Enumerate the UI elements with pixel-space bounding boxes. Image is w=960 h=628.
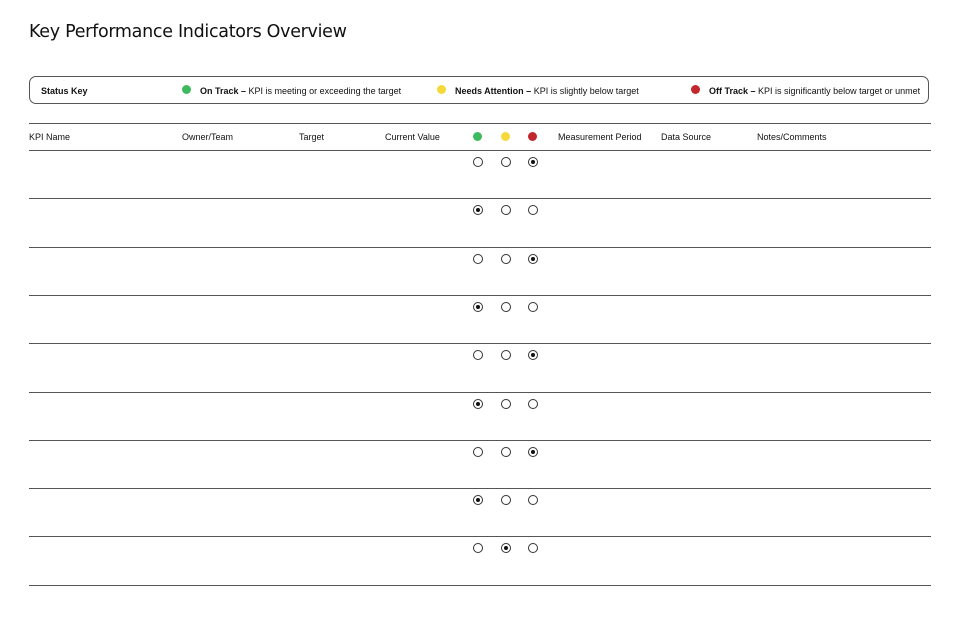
row-divider: [29, 440, 931, 441]
status-radio-on-track[interactable]: [473, 447, 483, 457]
header-owner-team: Owner/Team: [182, 132, 234, 142]
row-divider: [29, 536, 931, 537]
status-radio-needs-attention[interactable]: [501, 399, 511, 409]
status-key-box: [29, 76, 929, 104]
status-key-label: Status Key: [41, 86, 88, 96]
status-radio-off-track[interactable]: [528, 302, 538, 312]
needs-attention-desc: KPI is slightly below target: [533, 86, 639, 96]
status-radio-needs-attention[interactable]: [501, 302, 511, 312]
status-radio-off-track[interactable]: [528, 447, 538, 457]
page-title: Key Performance Indicators Overview: [29, 22, 347, 42]
status-radio-on-track[interactable]: [473, 350, 483, 360]
status-radio-on-track[interactable]: [473, 205, 483, 215]
status-radio-needs-attention[interactable]: [501, 350, 511, 360]
status-radio-on-track[interactable]: [473, 157, 483, 167]
on-track-name: On Track –: [200, 86, 247, 96]
row-divider: [29, 198, 931, 199]
header-kpi-name: KPI Name: [29, 132, 71, 142]
status-radio-on-track[interactable]: [473, 254, 483, 264]
yellow-dot-icon: [437, 85, 446, 94]
status-radio-on-track[interactable]: [473, 399, 483, 409]
needs-attention-name: Needs Attention –: [455, 86, 532, 96]
header-yellow-dot-icon: [501, 132, 510, 141]
header-green-dot-icon: [473, 132, 482, 141]
status-key-on-track: [200, 86, 401, 96]
status-radio-off-track[interactable]: [528, 157, 538, 167]
status-radio-needs-attention[interactable]: [501, 543, 511, 553]
status-key-needs-attention: [455, 86, 639, 96]
status-radio-on-track[interactable]: [473, 302, 483, 312]
row-divider: [29, 585, 931, 586]
status-radio-off-track[interactable]: [528, 399, 538, 409]
header-divider: [29, 150, 931, 151]
header-data-source: Data Source: [661, 132, 712, 142]
status-radio-needs-attention[interactable]: [501, 447, 511, 457]
status-radio-needs-attention[interactable]: [501, 254, 511, 264]
green-dot-icon: [182, 85, 191, 94]
status-radio-off-track[interactable]: [528, 495, 538, 505]
row-divider: [29, 247, 931, 248]
status-radio-needs-attention[interactable]: [501, 205, 511, 215]
status-radio-on-track[interactable]: [473, 543, 483, 553]
header-measurement-period: Measurement Period: [558, 132, 642, 142]
red-dot-icon: [691, 85, 700, 94]
status-radio-off-track[interactable]: [528, 350, 538, 360]
header-target: Target: [299, 132, 325, 142]
status-radio-off-track[interactable]: [528, 254, 538, 264]
status-key-off-track: [709, 86, 920, 96]
on-track-desc: KPI is meeting or exceeding the target: [248, 86, 402, 96]
row-divider: [29, 343, 931, 344]
status-radio-needs-attention[interactable]: [501, 157, 511, 167]
row-divider: [29, 392, 931, 393]
header-red-dot-icon: [528, 132, 537, 141]
off-track-name: Off Track –: [709, 86, 756, 96]
row-divider: [29, 295, 931, 296]
header-notes: Notes/Comments: [757, 132, 827, 142]
status-radio-on-track[interactable]: [473, 495, 483, 505]
status-radio-off-track[interactable]: [528, 543, 538, 553]
row-divider: [29, 488, 931, 489]
off-track-desc: KPI is significantly below target or unmet: [758, 86, 921, 96]
header-current-value: Current Value: [385, 132, 440, 142]
table-top-border: [29, 123, 931, 124]
status-radio-needs-attention[interactable]: [501, 495, 511, 505]
status-radio-off-track[interactable]: [528, 205, 538, 215]
